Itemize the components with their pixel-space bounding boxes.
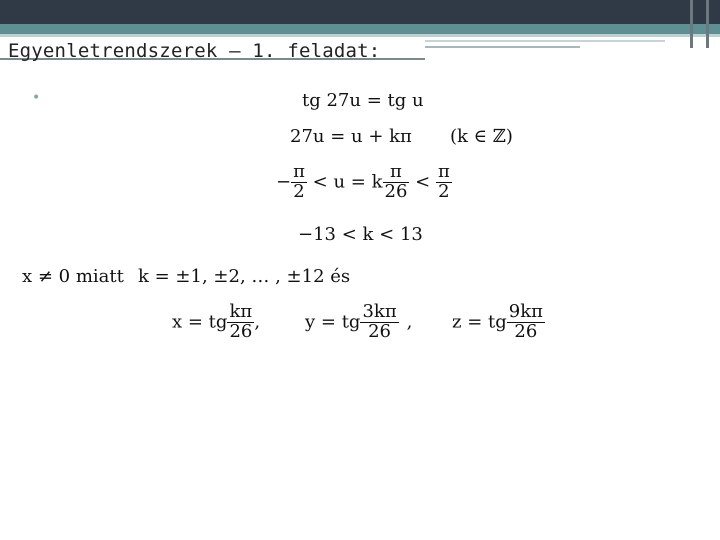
minus-sign: − [276, 171, 292, 193]
equation-domain-k: (k ∈ ℤ) [450, 126, 513, 147]
bullet-marker: • [32, 90, 41, 106]
header-band-light [0, 34, 720, 37]
inequality-interval [276, 163, 452, 202]
fraction-pi-over-2-left: $\frac{\pi}{2}$ [293, 161, 305, 202]
header-band-dark [0, 0, 720, 24]
title-accent-line [425, 40, 665, 42]
header-band-teal [0, 24, 720, 34]
corner-line-left [690, 0, 693, 48]
title-accent-line-short [425, 46, 580, 48]
condition-x-nonzero: x ≠ 0 miatt [22, 266, 124, 287]
k-values-list: k = ±1, ±2, … , ±12 és [138, 266, 351, 287]
fraction-pi-over-26: $\frac{\pi}{26}$ [384, 161, 408, 202]
equation-tan: tg 27u = tg u [302, 90, 424, 111]
inequality-k-range: −13 < k < 13 [298, 224, 423, 245]
slide-title: Egyenletrendszerek – 1. feladat: [8, 40, 381, 62]
solution-y: y = tg $\frac{3k\pi}{26}$ , [305, 301, 413, 342]
equation-general-solution: 27u = u + kπ [290, 126, 412, 147]
less-than-sign: < [415, 171, 431, 193]
fraction-pi-over-2-right: $\frac{\pi}{2}$ [437, 161, 450, 202]
fraction-9k-pi-over-26: $\frac{9k\pi}{26}$ [508, 301, 543, 342]
fraction-k-pi-over-26: $\frac{k\pi}{26}$ [229, 301, 253, 342]
solution-x: x = tg $\frac{k\pi}{26}$ , [172, 301, 261, 342]
corner-line-right [706, 0, 709, 48]
inequality-middle: < u = k [312, 171, 383, 193]
fraction-3k-pi-over-26: $\frac{3k\pi}{26}$ [362, 301, 397, 342]
solution-z: z = tg $\frac{9k\pi}{26}$ [452, 301, 543, 342]
